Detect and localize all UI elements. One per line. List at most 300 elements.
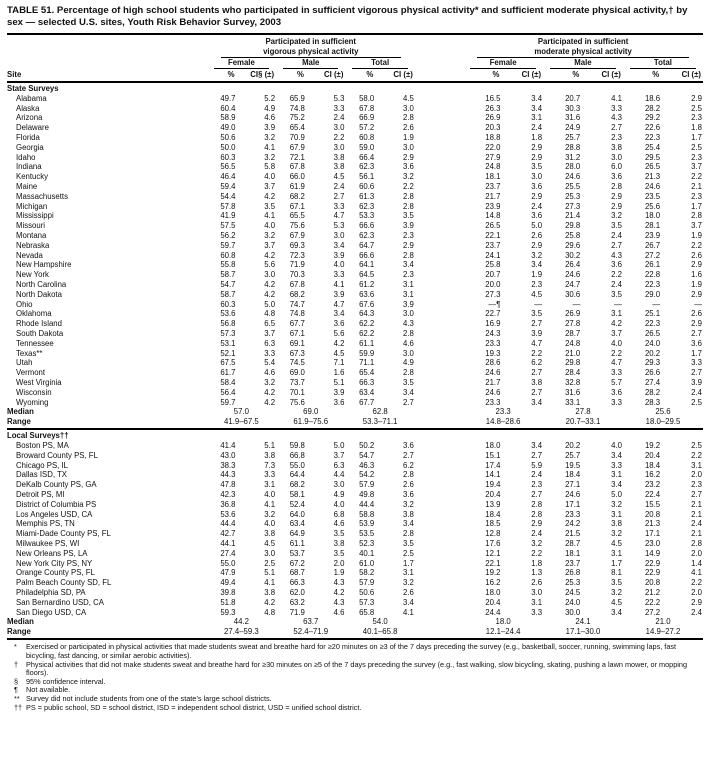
table-row (7, 250, 703, 260)
percent-value: 26.8 (565, 568, 581, 578)
table-row (7, 289, 703, 299)
percent-value: 12.8 (485, 529, 501, 539)
site-name: Dallas ISD, TX (16, 470, 67, 480)
site-name: North Dakota (16, 289, 62, 299)
group-vigorous-line1: Participated in sufficient (265, 37, 357, 46)
ci-value: 4.5 (333, 348, 345, 358)
median-value: 27.8 (575, 407, 591, 417)
percent-value: 67.3 (289, 348, 305, 358)
percent-value: 56.8 (220, 319, 236, 329)
percent-value: 16.5 (485, 93, 501, 103)
ci-value: 4.2 (264, 289, 276, 299)
percent-value: 57.9 (359, 480, 375, 490)
column-gap (415, 470, 463, 480)
percent-value: 26.9 (565, 309, 581, 319)
median-value: 23.3 (495, 407, 511, 417)
percent-value: 64.3 (359, 309, 375, 319)
ci-value: 3.3 (611, 103, 622, 113)
ci-value: 2.6 (691, 309, 702, 319)
ci-value: 2.5 (403, 548, 414, 558)
percent-value: 31.6 (565, 387, 581, 397)
column-gap (415, 103, 463, 113)
percent-value: 27.2 (644, 250, 661, 260)
percent-value: 67.7 (359, 397, 375, 407)
site-name: Montana (16, 230, 47, 240)
percent-value: 14.8 (485, 211, 501, 221)
ci-value: 3.4 (403, 597, 414, 607)
column-gap (415, 309, 463, 319)
ci-value: 5.0 (264, 299, 276, 309)
ci-value: 1.6 (691, 270, 702, 280)
column-gap (415, 201, 463, 211)
median-value: 44.2 (233, 617, 249, 627)
ci-value: 2.7 (531, 368, 543, 378)
percent-value: 75.6 (289, 221, 305, 231)
site-name: Alaska (16, 103, 40, 113)
percent-value: 63.6 (359, 289, 375, 299)
ci-value: 6.2 (403, 460, 414, 470)
table-row (7, 103, 703, 113)
ci-value: 2.5 (691, 142, 702, 152)
percent-value: 41.4 (220, 441, 236, 451)
ci-value: 3.5 (403, 211, 414, 221)
ci-value: 2.9 (531, 191, 543, 201)
ci-value: 3.4 (403, 519, 414, 529)
percent-value: 23.3 (565, 509, 581, 519)
ci-value: 5.6 (333, 328, 345, 338)
percent-value: 22.8 (644, 270, 661, 280)
percent-value: 20.8 (644, 578, 661, 588)
subheader-moderate-total: Total (623, 58, 703, 69)
percent-value: 54.4 (220, 191, 236, 201)
ci-value: 2.0 (691, 470, 702, 480)
percent-value: 74.5 (289, 358, 305, 368)
section-label: State Surveys (7, 84, 59, 93)
ci-value: 2.7 (691, 368, 702, 378)
percent-value: 61.2 (359, 279, 375, 289)
percent-value: 26.3 (485, 103, 501, 113)
percent-value: 61.1 (289, 539, 305, 549)
table-row (7, 451, 703, 461)
ci-value: 2.2 (691, 578, 702, 588)
column-gap (415, 387, 463, 397)
ci-value: 4.0 (264, 519, 276, 529)
ci-value: 4.9 (333, 490, 345, 500)
ci-value: 4.2 (264, 191, 276, 201)
ci-value: 3.2 (403, 499, 414, 509)
ci-value: 2.4 (531, 529, 543, 539)
percent-value: 67.1 (289, 328, 305, 338)
percent-value: 58.7 (220, 270, 236, 280)
ci-value: 3.4 (403, 260, 414, 270)
percent-value: 44.3 (220, 470, 236, 480)
percent-value: 64.7 (359, 240, 375, 250)
ci-value: 3.1 (531, 113, 543, 123)
ci-value: 3.9 (691, 377, 702, 387)
percent-value: 30.2 (565, 250, 581, 260)
ci-value: 3.1 (611, 309, 622, 319)
percent-value: 16.9 (485, 319, 501, 329)
ci-value: 2.8 (691, 539, 702, 549)
percent-value: 20.3 (485, 123, 501, 133)
percent-value: 16.2 (644, 470, 661, 480)
ci-value: 2.4 (531, 123, 543, 133)
column-gap (415, 558, 463, 568)
ci-value: 2.9 (531, 152, 543, 162)
ci-value: 2.2 (691, 172, 702, 182)
column-gap (415, 221, 463, 231)
percent-value: 71.9 (289, 260, 305, 270)
ci-value: 3.8 (264, 529, 276, 539)
table-row (7, 172, 703, 182)
ci-value: 3.0 (611, 152, 622, 162)
percent-value: 60.6 (359, 181, 375, 191)
table-row (7, 133, 703, 143)
percent-value: 73.7 (289, 377, 305, 387)
table-row (7, 299, 703, 309)
ci-value: 3.0 (531, 588, 543, 598)
table-row (7, 94, 703, 104)
column-gap (415, 568, 463, 578)
range-value: 27.4–59.3 (207, 627, 276, 640)
column-gap (415, 368, 463, 378)
percent-value: 57.3 (220, 328, 236, 338)
ci-value: 2.9 (531, 240, 543, 250)
percent-value: 42.7 (220, 529, 236, 539)
footnote: ** Survey did not include students from one of the state’s large school districts. (14, 695, 696, 704)
footnote: * Exercised or participated in physical activities that made students sweat and breathe hard for ≥20 minutes on ≥3 of the 7 days preceding the survey (e.g., basketball, soccer, running, swimming laps, fast bicycling, fast dancing, or similar aerobic activities). (14, 643, 696, 660)
ci-value: 4.0 (611, 338, 622, 348)
column-gap (415, 133, 463, 143)
percent-value: 24.6 (565, 490, 581, 500)
column-gap (415, 417, 463, 430)
ci-value: 2.0 (691, 548, 702, 558)
data-table (7, 33, 703, 640)
median-value: 18.0 (495, 617, 511, 627)
column-gap (415, 519, 463, 529)
percent-value: 56.1 (359, 172, 375, 182)
table-row (7, 240, 703, 250)
percent-value: 36.8 (220, 499, 236, 509)
ci-value: 3.1 (264, 480, 276, 490)
ci-value: 3.2 (264, 152, 276, 162)
header-spacer (7, 34, 207, 58)
percent-value: 18.0 (644, 211, 661, 221)
site-name: Milwaukee PS, WI (16, 539, 80, 549)
ci-value: 3.5 (333, 529, 345, 539)
ci-value: 2.1 (691, 499, 702, 509)
percent-value: 50.0 (220, 142, 236, 152)
percent-value: 67.5 (220, 358, 236, 368)
ci-value: 4.2 (611, 319, 622, 329)
table-row (7, 509, 703, 519)
ci-value: 1.9 (403, 132, 414, 142)
percent-value: 30.0 (565, 607, 581, 617)
ci-value: 5.1 (333, 377, 345, 387)
ci-value: 2.7 (691, 328, 702, 338)
column-gap (415, 231, 463, 241)
ci-value: 4.1 (691, 568, 702, 578)
range-value: 40.1–65.8 (345, 627, 414, 640)
percent-value: 24.1 (485, 250, 501, 260)
ci-value: 6.3 (264, 338, 276, 348)
ci-value: 3.5 (531, 162, 543, 172)
column-gap (415, 319, 463, 329)
ci-value: 2.3 (531, 279, 543, 289)
ci-value: 3.5 (611, 578, 622, 588)
ci-value: 4.7 (611, 358, 622, 368)
ci-value: 3.8 (333, 162, 345, 172)
percent-value: 53.6 (220, 509, 236, 519)
percent-value: 49.4 (220, 578, 236, 588)
ci-value: 1.7 (403, 558, 414, 568)
percent-value: 20.4 (485, 597, 501, 607)
ci-value: 2.3 (531, 480, 543, 490)
ci-value: 3.4 (333, 240, 345, 250)
percent-value: 23.0 (644, 539, 661, 549)
column-gap (415, 113, 463, 123)
percent-value: 20.8 (644, 509, 661, 519)
percent-value: 19.4 (485, 480, 501, 490)
percent-value: 15.5 (644, 499, 661, 509)
percent-value: 55.0 (220, 558, 236, 568)
table-row (7, 578, 703, 588)
site-name: Michigan (16, 201, 48, 211)
footnote-text: Not available. (26, 685, 71, 695)
ci-value: 4.6 (333, 607, 345, 617)
percent-value: 26.1 (644, 260, 661, 270)
percent-value: 25.6 (644, 201, 661, 211)
ci-value: 2.3 (611, 132, 622, 142)
ci-value: 2.9 (691, 597, 702, 607)
percent-value: 64.0 (289, 509, 305, 519)
range-value: 14.8–28.6 (463, 417, 543, 430)
ci-value: 3.3 (691, 358, 702, 368)
percent-value: 26.5 (485, 221, 501, 231)
table-row (7, 309, 703, 319)
range-value: 41.9–67.5 (207, 417, 276, 430)
ci-value: 2.2 (691, 450, 702, 460)
ci-value: 4.5 (333, 172, 345, 182)
ci-value: 1.7 (691, 201, 702, 211)
ci-value: 4.8 (264, 309, 276, 319)
ci-value: 3.3 (611, 368, 622, 378)
ci-value: 2.3 (691, 191, 702, 201)
ci-value: 2.4 (611, 279, 622, 289)
percent-value: 44.4 (359, 499, 375, 509)
percent-value: 19.2 (644, 441, 661, 451)
percent-value: 54.2 (359, 470, 375, 480)
subheader-moderate-male: Male (543, 58, 623, 69)
percent-value: 14.9 (644, 548, 661, 558)
percent-value: 59.7 (220, 397, 236, 407)
ci-value: 3.6 (403, 162, 414, 172)
group-moderate-line1: Participated in sufficient (537, 37, 629, 46)
table-row (7, 480, 703, 490)
ci-value: 4.1 (611, 93, 622, 103)
site-name: New York City PS, NY (16, 558, 93, 568)
percent-value: 70.3 (289, 270, 305, 280)
site-name: Miami-Dade County PS, FL (16, 529, 111, 539)
ci-value: 3.7 (691, 162, 702, 172)
ci-value: 6.0 (611, 162, 622, 172)
site-name: Los Angeles USD, CA (16, 509, 93, 519)
percent-value: 33.1 (565, 397, 581, 407)
ci-value: 3.0 (333, 123, 345, 133)
percent-value: 60.3 (220, 152, 236, 162)
percent-value: 72.3 (289, 250, 305, 260)
percent-value: 55.8 (220, 260, 236, 270)
site-name: Rhode Island (16, 319, 62, 329)
percent-value: 24.0 (565, 597, 581, 607)
percent-value: 22.9 (644, 558, 661, 568)
percent-value: 21.4 (565, 211, 581, 221)
site-name: Kentucky (16, 172, 49, 182)
table-row (7, 358, 703, 368)
ci-value: 2.9 (691, 93, 702, 103)
percent-value: 57.9 (359, 578, 375, 588)
subheader-vigorous-male: Male (276, 58, 345, 69)
ci-value: 4.0 (264, 221, 276, 231)
percent-value: 23.7 (565, 558, 581, 568)
ci-value: 2.4 (531, 201, 543, 211)
ci-value: 4.4 (333, 470, 345, 480)
ci-value: 2.7 (531, 450, 543, 460)
ci-value: 2.4 (531, 470, 543, 480)
ci-value: 3.6 (333, 397, 345, 407)
range-value: 14.9–27.2 (623, 627, 703, 640)
ci-value: 3.2 (611, 529, 622, 539)
percent-value: 26.6 (644, 368, 661, 378)
site-name: West Virginia (16, 377, 62, 387)
site-name: Wisconsin (16, 387, 52, 397)
percent-value: 68.2 (289, 289, 305, 299)
percent-value: 22.4 (644, 490, 661, 500)
ci-value: 4.3 (611, 113, 622, 123)
percent-value: 50.6 (359, 588, 375, 598)
percent-value: 62.0 (289, 588, 305, 598)
column-gap (415, 397, 463, 407)
percent-value: 59.9 (359, 348, 375, 358)
ci-value: 3.2 (531, 250, 543, 260)
percent-value: 68.7 (289, 568, 305, 578)
median-label: Median (7, 407, 34, 417)
percent-value: 72.1 (289, 152, 305, 162)
percent-value: 67.9 (289, 142, 305, 152)
percent-value: 28.4 (565, 368, 581, 378)
percent-value: 53.6 (220, 309, 236, 319)
range-row (7, 417, 703, 430)
site-name: San Bernardino USD, CA (16, 597, 104, 607)
percent-value: 22.3 (644, 132, 661, 142)
footnote-text: Physical activities that did not make students sweat and breathe hard for ≥30 minutes on ≥5 of the 7 days preceding the survey (e.g., fast walking, slow bicycling, skating, pushing a lawn mower, or mopping floors). (26, 659, 688, 678)
site-name: Maine (16, 181, 38, 191)
ci-value: 3.2 (611, 211, 622, 221)
column-gap (415, 451, 463, 461)
percent-value: 19.5 (565, 460, 581, 470)
column-gap (415, 407, 463, 417)
site-name: Boston PS, MA (16, 441, 69, 451)
ci-value: 2.7 (531, 319, 543, 329)
percent-value: 47.9 (220, 568, 236, 578)
ci-value: 3.7 (333, 450, 345, 460)
ci-value: — (534, 299, 543, 309)
column-gap (415, 480, 463, 490)
site-name: North Carolina (16, 279, 67, 289)
median-row (7, 617, 703, 627)
percent-value: 49.8 (359, 490, 375, 500)
ci-value: 3.1 (403, 289, 414, 299)
ci-value: 6.5 (264, 319, 276, 329)
ci-value: 1.4 (691, 558, 702, 568)
column-gap (415, 338, 463, 348)
table-row (7, 142, 703, 152)
percent-value: 19.3 (485, 348, 501, 358)
percent-value: 18.4 (644, 460, 661, 470)
percent-value: 61.9 (289, 181, 305, 191)
percent-value: 65.9 (289, 93, 305, 103)
column-gap (415, 270, 463, 280)
footnote-text: 95% confidence interval. (26, 676, 106, 686)
site-name: Orange County PS, FL (16, 568, 95, 578)
percent-value: 25.7 (565, 450, 581, 460)
ci-value: 2.9 (611, 201, 622, 211)
ci-value: 1.7 (611, 558, 622, 568)
site-name: DeKalb County PS, GA (16, 480, 97, 490)
table-row (7, 368, 703, 378)
pct-header: % (623, 69, 669, 83)
site-name: District of Columbia PS (16, 499, 97, 509)
ci-value: 7.3 (264, 460, 276, 470)
footnote-text: Exercised or participated in physical activities that made students sweat and breathe hard for ≥20 minutes on ≥3 of the 7 days preceding the survey (e.g., basketball, soccer, running, swimming laps, fast bicycling, fast dancing, or similar aerobic activities). (26, 642, 677, 661)
ci-value: 3.1 (531, 597, 543, 607)
ci-value: 4.7 (333, 299, 345, 309)
ci-header: CI (±) (669, 69, 703, 83)
percent-value: 27.1 (565, 480, 581, 490)
percent-value: 24.6 (485, 368, 501, 378)
ci-value: 2.9 (531, 142, 543, 152)
percent-value: 28.0 (565, 162, 581, 172)
table-row (7, 191, 703, 201)
percent-value: 65.8 (359, 607, 375, 617)
ci-value: 3.6 (611, 260, 622, 270)
percent-value: 59.7 (220, 240, 236, 250)
ci-value: 3.1 (611, 509, 622, 519)
ci-value: 1.8 (691, 123, 702, 133)
site-name: Indiana (16, 162, 42, 172)
ci-value: 3.3 (611, 397, 622, 407)
percent-value: 28.3 (644, 397, 661, 407)
ci-value: 3.9 (531, 328, 543, 338)
percent-value: 17.1 (565, 499, 581, 509)
percent-value: 63.4 (289, 519, 305, 529)
percent-value: 57.5 (220, 221, 236, 231)
site-name: Texas** (16, 348, 43, 358)
ci-value: 4.1 (264, 211, 276, 221)
percent-value: 17.1 (644, 529, 661, 539)
column-gap (415, 329, 463, 339)
ci-value: 2.7 (403, 450, 414, 460)
ci-value: 3.8 (403, 509, 414, 519)
column-gap (415, 211, 463, 221)
ci-value: 1.7 (691, 132, 702, 142)
ci-value: 3.8 (333, 539, 345, 549)
header-spacer (7, 58, 207, 69)
percent-value: 26.5 (644, 328, 661, 338)
percent-value: 19.2 (485, 568, 501, 578)
percent-value: 60.3 (220, 299, 236, 309)
percent-value: 62.3 (359, 201, 375, 211)
